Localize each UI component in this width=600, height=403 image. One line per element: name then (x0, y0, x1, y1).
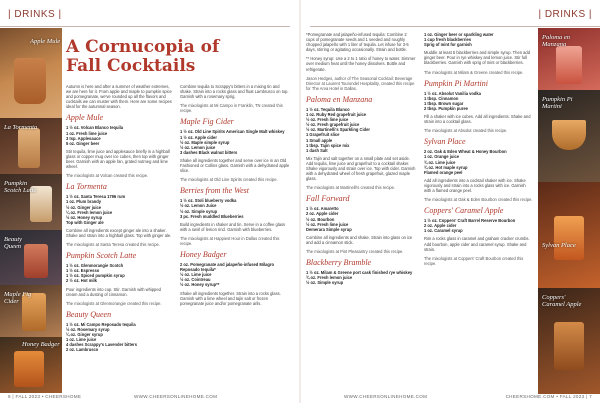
ingredient: 2 ½ oz. Hot milk (66, 278, 97, 284)
ingredient: 1 oz. Orange juice (424, 154, 460, 160)
ingredient: 1 ½ oz. Amaretto (306, 206, 339, 212)
recipe-credit: The mixologists at Martinelli's created this recipe. (306, 185, 396, 191)
photo-label: Pumpkin Pi Martini (542, 96, 573, 110)
recipe-title: Honey Badger (180, 250, 227, 260)
header-rule-right (310, 26, 600, 27)
ingredient: 1 ½ oz. Old Line Spirits American Single Malt whiskey (180, 129, 285, 135)
ingredient: ½ oz. Fresh lime juice (306, 221, 349, 227)
ingredient: ½ oz. Rosemary syrup (66, 326, 110, 332)
ingredient: 1 dash Salt (306, 147, 328, 153)
recipe-title: Pumpkin Pi Martini (424, 78, 488, 88)
photo-label: Pumpkin Scotch Latte (4, 180, 37, 194)
recipe-method: Combine all ingredients and shake. Strain into glass on ice and add a cinnamon stick. (306, 234, 413, 245)
ingredient: 1 ½ oz. Stoli blueberry vodka (180, 198, 237, 204)
recipe-method: Add all ingredients into a cocktail shaker with ice. Shake vigorously and strain into a rocks glass with ice. Garnish with a flamed orange peel. (424, 177, 526, 193)
ingredient: 3 dashes Black walnut bitters (180, 149, 238, 155)
ingredient: ½ oz. Simple syrup (180, 208, 218, 214)
ingredient: 1 ½ oz. Spiced pumpkin syrup (66, 273, 125, 279)
ingredient: 1 ½ oz. Coppers' Craft Barrel Reserve Bourbon (424, 218, 516, 224)
photo-beauty-queen (0, 230, 62, 285)
ingredient: ½ oz. Lemon juice (180, 144, 216, 150)
recipe-credit: The mixologists at Absolut created this recipe. (424, 128, 508, 134)
recipe-credit: The mixologists at Volcan created this recipe. (66, 173, 149, 179)
photo-label: Honey Badger (22, 341, 60, 348)
ingredient: 1 tbsp. Cinnamon (424, 95, 459, 101)
ingredient: ½ oz. Ginger juice (66, 204, 102, 210)
ingredient: ½ oz. Bourbon (306, 216, 335, 222)
recipe-title: Beauty Queen (66, 309, 112, 319)
ingredient: ¾ oz. Hot maple syrup (424, 164, 468, 170)
column-1 (66, 84, 172, 352)
recipe-credit: The mixologists at Happiest Hour in Dallas created this recipe. (180, 235, 280, 246)
ingredient: ½ oz. Fresh grapefruit juice (306, 122, 360, 128)
page-spine (299, 0, 301, 403)
recipe-title: Coppers' Caramel Apple (424, 206, 504, 216)
ingredient: 1 ½ oz. Espresso (66, 268, 100, 274)
website-url-left[interactable]: WWW.CHEERSONLINEHOME.COM (134, 394, 218, 399)
recipe-method: Fill a shaker with ice cubes. Add all ingredients. Shake and strain into a cocktail glass. (424, 114, 531, 125)
ingredient: 1 oz. Plum brandy (66, 199, 102, 205)
ingredient: 1 oz. Caramel syrup (424, 228, 463, 234)
recipe-title: Maple Fig Cider (180, 117, 234, 127)
ingredient: 1 ½ oz. Santa Teresa 1796 rum (66, 194, 126, 200)
ingredient: ¼ oz. Ginger syrup (66, 332, 103, 337)
recipe-method: Muddle at least 5 blackberries and simple syrup. Then add ginger beer. Pour in rye whiskey and lemon juice. Stir full blackberries. Garnish with sprig of mint or blackberries. (424, 50, 530, 66)
photo-label: Coppers' Caramel Apple (542, 294, 582, 308)
ingredient: ½ oz. Simple syrup (306, 280, 344, 286)
section-label-right: | DRINKS | (538, 9, 592, 20)
ingredient: ¾ oz. Fresh lemon juice (306, 275, 353, 281)
ingredient: 1 ½ oz. Glenmorangie Scotch (66, 263, 124, 269)
ingredient: 2 oz. Lambrusco (66, 347, 99, 353)
ingredient: ½ oz. Honey syrup** (180, 282, 220, 288)
photo-pumpkin-scotch (0, 174, 62, 230)
photo-label: La Tormenta (4, 124, 38, 131)
photo-coppers (538, 288, 600, 394)
recipe-title: Paloma en Manzana (306, 94, 373, 104)
photo-la-tormenta (0, 118, 62, 174)
recipe-credit: The mixologists at Glenmorangie created this recipe. (66, 300, 162, 306)
ingredient: 4 dashes Scrappy's Lavender bitters (66, 342, 138, 348)
ingredient: 2 oz. Apple cider (306, 211, 339, 217)
column-4 (424, 32, 534, 270)
recipe-credit: The mixologists at Mi Campo in Franklin, TN created this recipe. (180, 103, 283, 114)
website-url-right[interactable]: WWW.CHEERSONLINEHOME.COM (344, 394, 428, 399)
ingredient: 2 oz. Pomegranate and jalapeño-infused Milagro Reposado tequila* (180, 262, 274, 273)
ingredient: ½ oz. Fresh lime juice (306, 117, 349, 123)
ingredient: 1 Grapefruit slice (306, 132, 340, 138)
recipe-method: Rim a rocks glass in caramel and graham cracker crumbs. Add bourbon, apple cider and caramel syrup. Shake and strain. (424, 236, 530, 252)
recipe-title: Sylvan Place (424, 137, 466, 147)
ingredient: 1 ½ oz. Milam & Greene port cask finished rye whiskey (306, 270, 413, 276)
ingredient: 2 oz. Oak & Eden Wheat & Honey Bourbon (424, 149, 507, 155)
ingredient: 2 tbsp. Pumpkin puree (424, 105, 468, 111)
column-3 (306, 32, 416, 285)
recipe-method: Stir tequila, lime juice and applesauce briefly in a highball glass or copper mug over ice cubes, then top with ginger beer. Garnish with an apple fan, grated nutmeg and lime wheel. (66, 148, 170, 170)
ingredient: ½ oz. Lemon Juice (180, 203, 217, 209)
recipe-title: Pumpkin Scotch Latte (66, 251, 137, 261)
photo-label: Beauty Queen (4, 236, 23, 250)
recipe-title: Berries from the West (180, 186, 249, 196)
header-rule-left (0, 26, 290, 27)
photo-sylvan (538, 182, 600, 288)
ingredient: Top with Ginger ale (66, 219, 104, 225)
folio-right: CHEERSHOME.COM • FALL 2023 | 7 (505, 394, 592, 399)
column-2 (180, 84, 290, 310)
recipe-credit: The mixologists at Pint Pleasantry created this recipe. (306, 249, 404, 254)
ingredient: 3 tsp. Applesauce (66, 135, 101, 141)
ingredient: 1 ½ oz. Apple cider (180, 134, 217, 140)
recipe-method: Combine tequila to Scrappy's bitters in a mixing tin and shake. Strain into a rocks glass and float Lambrusco on top. Garnish with a rosemary sprig. (180, 84, 289, 100)
page-title: A Cornucopia of Fall Cocktails (66, 37, 220, 76)
recipe-method: Combine all ingredients except ginger ale into a shaker. Shake and strain into a highball glass. Top with ginger ale. (66, 227, 172, 238)
recipe-credit: Jason Hedges, author of The Seasonal Cocktail: Beverage Director at Laurent Tourondel Hospitality, created this recipe for The Arva Hotel in Dallas. (306, 75, 415, 91)
recipe-title: Fall Forward (306, 194, 350, 204)
recipe-title: Apple Mule (66, 113, 104, 123)
ingredient: 1 tbsp. Brown sugar (424, 100, 464, 106)
ingredient: Flamed orange peel (424, 169, 463, 175)
photo-paloma (538, 28, 600, 90)
ingredient: 1 ½ oz. Tequila Blanco (306, 106, 350, 112)
photo-honey-badger (0, 337, 62, 393)
recipe-credit: The mixologists at Milam & Greene created this recipe. (424, 69, 524, 75)
recipe-notes: *Pomegranate and jalapeño-infused tequila: Combine 2 cups of pomegranate seeds and 1 seeded and roughly chopped jalapeño with 1 liter of tequila. Let infuse for 3-5 days, stirring or agitating occasionally. Strain and bottle. (306, 32, 409, 53)
recipe-credit: The mixologists at Old Line Spirits created this recipe. (180, 177, 278, 183)
ingredient: ¾ oz. Lime juice (424, 159, 456, 165)
ingredient: 1 Small apple (306, 137, 333, 143)
ingredient: 1 ½ oz. Mi Campo Reposado tequila (66, 321, 136, 327)
photo-label: Apple Mule (30, 38, 61, 45)
recipe-method: Build ingredients in shaker and tin. Serve in a coffee glass with a swirl of lemon rind. Garnish with blueberries. (180, 221, 286, 232)
photo-maple-fig (0, 285, 62, 337)
section-label-left: | DRINKS | (8, 9, 62, 20)
recipe-title: La Tormenta (66, 182, 107, 192)
ingredient: 1 oz. Ginger beer or sparkling water (424, 32, 494, 37)
ingredient: 5 oz. Ginger beer (66, 140, 100, 146)
recipe-method: Pour ingredients into cup. Stir. Garnish with whipped cream and a dusting of cinnamon. (66, 286, 161, 297)
ingredient: 2 oz. Apple cider (424, 223, 457, 229)
ingredient: Demerara Simple syrup (306, 226, 352, 232)
ingredient: 3 pc. Fresh muddled Blueberries (180, 213, 244, 219)
ingredient: ½ oz. Cointreau (180, 277, 211, 283)
recipe-credit: The mixologists at Santa Teresa created this recipe. (66, 242, 160, 248)
ingredient: 1 tbsp. Tajin spice mix (306, 142, 350, 148)
recipe-title: Blackberry Bramble (306, 258, 372, 268)
ingredient: ¼ oz. Fresh lemon juice (66, 209, 113, 215)
ingredient: 1 oz. Lime juice (66, 337, 97, 343)
ingredient: 1 oz. Fresh lime juice (66, 130, 108, 136)
ingredient: ½ oz. Lime juice (180, 272, 212, 278)
recipe-credit: The mixologists at Oak & Eden Bourbon created this recipe. (424, 197, 533, 203)
recipe-notes: ** Honey syrup: Use a 2 to 1 ratio of honey to water. Simmer over medium heat until the honey dissolves. Bottle and refrigerate. (306, 56, 416, 72)
recipe-method: Shake all ingredients together. Strain into a rocks glass. Garnish with a lime wheel and tajin salt or frozen pomegranate juice and/or pomegranate arils. (180, 290, 281, 306)
ingredient: 1 oz. Ruby Red grapefruit juice (306, 112, 367, 118)
recipe-method: Mix Tajin and salt together on a small plate and set aside. Add tequila, lime juice and grapefruit to a cocktail shaker. Shake vigorously and strain over ice. Top with cider. Garnish with a dehydrated wheel of fresh grapefruit, glazed maple glass. (306, 155, 416, 182)
photo-apple-mule (0, 28, 62, 118)
ingredient: ½ oz. Maple simple syrup (180, 139, 230, 145)
recipe-credit: The mixologists at Coppers' Craft Bourbon created this recipe. (424, 255, 524, 266)
ingredient: ½ oz. Honey syrup (66, 214, 103, 220)
ingredient: ½ oz. Martinelli's Sparkling Cider (306, 127, 370, 133)
intro-text: Autumn is here and after a summer of weather extremes, we are here for it. From apple and maple to pumpkin spice and pomegranate, we've rounded up all the flavors and cocktails we can muster with them. Here are some recipes ideal for the autumnal season. (66, 84, 172, 110)
ingredient: 1 cup fresh blackberries (424, 37, 472, 43)
ingredient: 1 ½ oz. Volcan Blanco tequila (66, 125, 124, 131)
photo-label: Maple Fig Cider (4, 291, 32, 305)
photo-label: Paloma en Manzana (542, 34, 570, 48)
ingredient: 1 ½ oz. Absolut Vanilia vodka (424, 90, 481, 96)
photo-label: Sylvan Place (542, 242, 576, 249)
folio-left: 6 | FALL 2023 • CHEERSHOME (8, 394, 82, 399)
photo-pumpkin-pi (538, 90, 600, 182)
ingredient: Sprig of mint for garnish (424, 42, 472, 48)
recipe-method: Shake all ingredients together and serve over ice in an Old Fashioned or Collins glass. Garnish with a dehydrated apple slice. (180, 157, 290, 174)
